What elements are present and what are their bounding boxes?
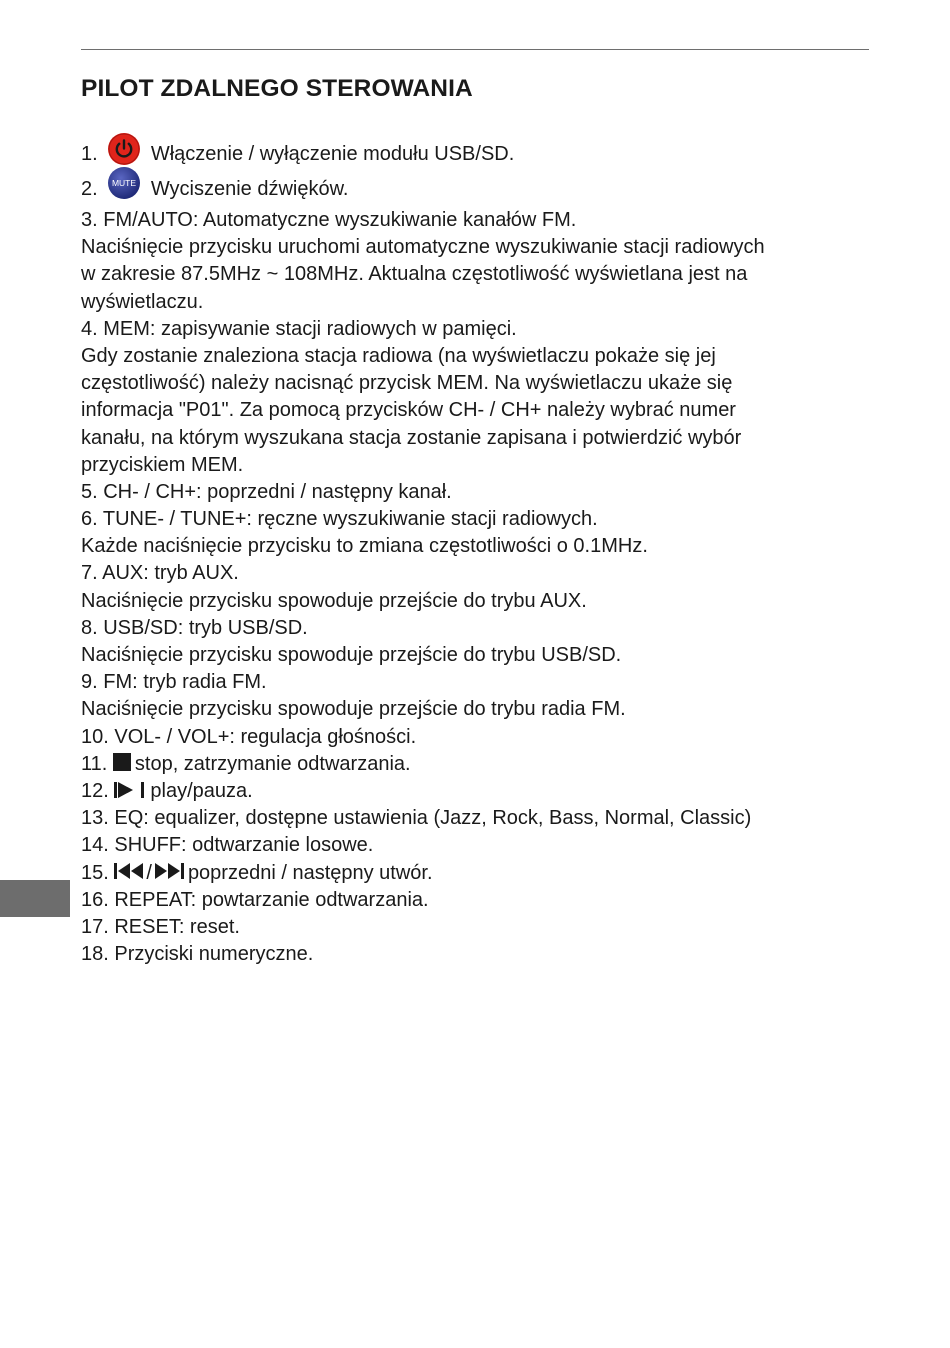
list-item-12	[81, 778, 881, 805]
item-description-line: przyciskiem MEM.	[81, 453, 244, 476]
list-item-17: 17. RESET: reset.	[81, 915, 240, 938]
item-description-line: Każde naciśnięcie przycisku to zmiana częstotliwości o 0.1MHz.	[81, 535, 648, 558]
page-title: PILOT ZDALNEGO STEROWANIA	[81, 75, 473, 102]
item-number: 11.	[81, 752, 108, 775]
item-description-line: Naciśnięcie przycisku spowoduje przejście do trybu AUX.	[81, 589, 587, 612]
list-item-16: 16. REPEAT: powtarzanie odtwarzania.	[81, 888, 429, 911]
item-description-line: w zakresie 87.5MHz ~ 108MHz. Aktualna częstotliwość wyświetlana jest na	[81, 263, 748, 286]
list-item-15	[81, 860, 881, 887]
list-item-6: 6. TUNE- / TUNE+: ręczne wyszukiwanie stacji radiowych.	[81, 508, 598, 531]
separator: /	[146, 861, 152, 884]
item-description-line: Naciśnięcie przycisku spowoduje przejście do trybu radia FM.	[81, 698, 626, 721]
list-item-3: 3. FM/AUTO: Automatyczne wyszukiwanie kanałów FM.	[81, 209, 577, 231]
list-item-8: 8. USB/SD: tryb USB/SD.	[81, 616, 308, 639]
list-item-1	[81, 137, 881, 171]
remote-control-list	[81, 137, 881, 968]
list-item-11	[81, 751, 881, 778]
list-item-5: 5. CH- / CH+: poprzedni / następny kanał.	[81, 480, 452, 503]
item-number: 15.	[81, 861, 109, 884]
item-number: 12.	[81, 779, 109, 802]
item-description-line: wyświetlaczu.	[81, 290, 204, 313]
item-description-line: Naciśnięcie przycisku uruchomi automatyczne wyszukiwanie stacji radiowych	[81, 236, 765, 259]
mute-icon-label: MUTE	[112, 177, 137, 188]
item-text: Wyciszenie dźwięków.	[150, 178, 349, 200]
play-pause-icon	[114, 781, 148, 799]
item-text: Włączenie / wyłączenie modułu USB/SD.	[150, 143, 515, 165]
list-item-2	[81, 171, 881, 207]
list-item-9: 9. FM: tryb radia FM.	[81, 671, 267, 694]
mute-icon	[107, 166, 141, 200]
list-item-14: 14. SHUFF: odtwarzanie losowe.	[81, 834, 374, 857]
list-item-4: 4. MEM: zapisywanie stacji radiowych w pamięci.	[81, 317, 517, 340]
item-description-line: kanału, na którym wyszukana stacja zostanie zapisana i potwierdzić wybór	[81, 426, 742, 449]
item-description-line: częstotliwość) należy nacisnąć przycisk MEM. Na wyświetlaczu ukaże się	[81, 372, 733, 395]
previous-track-icon	[114, 862, 144, 880]
item-description-line: Naciśnięcie przycisku spowoduje przejście do trybu USB/SD.	[81, 644, 622, 666]
list-item-18: 18. Przyciski numeryczne.	[81, 943, 314, 966]
item-number: 2.	[81, 178, 98, 200]
power-icon	[107, 132, 141, 166]
stop-icon	[113, 753, 131, 771]
item-description-line: Gdy zostanie znaleziona stacja radiowa (na wyświetlaczu pokaże się jej	[81, 344, 716, 367]
top-rule	[81, 49, 869, 50]
list-item-7: 7. AUX: tryb AUX.	[81, 562, 239, 585]
item-description-line: informacja "P01". Za pomocą przycisków CH- / CH+ należy wybrać numer	[81, 399, 736, 422]
list-item-10: 10. VOL- / VOL+: regulacja głośności.	[81, 725, 417, 748]
item-text: stop, zatrzymanie odtwarzania.	[134, 752, 411, 775]
item-number: 1.	[81, 143, 98, 165]
item-text: poprzedni / następny utwór.	[187, 861, 433, 884]
item-text: play/pauza.	[150, 779, 253, 802]
side-tab	[0, 880, 70, 917]
next-track-icon	[154, 862, 184, 880]
list-item-13: 13. EQ: equalizer, dostępne ustawienia (Jazz, Rock, Bass, Normal, Classic)	[81, 807, 752, 830]
